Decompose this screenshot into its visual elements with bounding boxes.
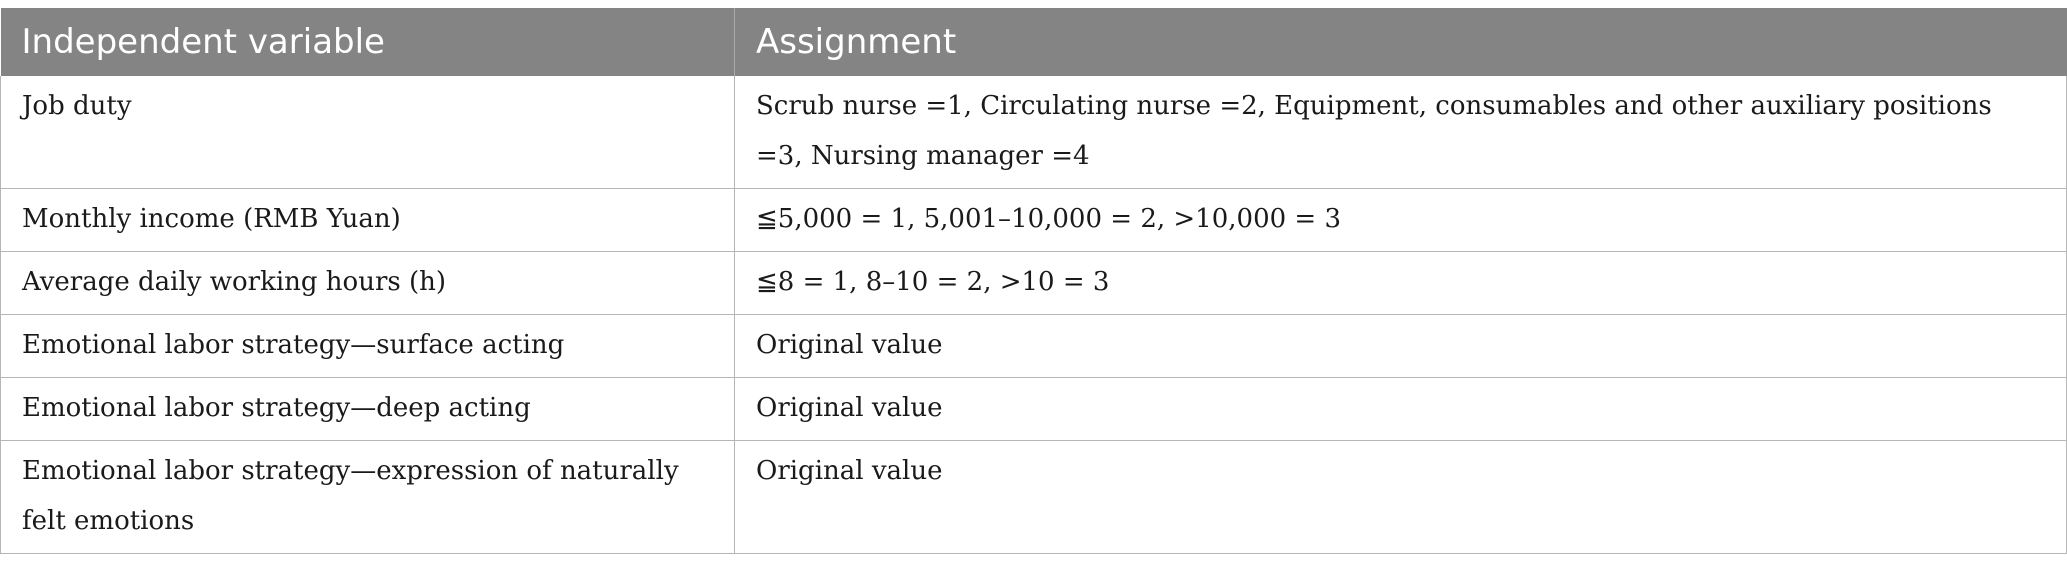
- table-row: [1, 252, 2067, 315]
- table-row: [1, 189, 2067, 252]
- table-row: [1, 76, 2067, 189]
- cell-variable: Emotional labor strategy—expression of naturally felt emotions: [1, 441, 735, 554]
- cell-assignment: Original value: [735, 441, 2067, 554]
- cell-variable: Emotional labor strategy—deep acting: [1, 378, 735, 441]
- table-row: [1, 378, 2067, 441]
- cell-assignment: Original value: [735, 378, 2067, 441]
- cell-assignment: Original value: [735, 315, 2067, 378]
- cell-assignment: Scrub nurse =1, Circulating nurse =2, Equipment, consumables and other auxiliary positions =3, Nursing manager =4: [735, 76, 2067, 189]
- cell-variable: Job duty: [1, 76, 735, 189]
- table-row: [1, 315, 2067, 378]
- variable-assignment-table: [0, 8, 2067, 554]
- table-row: [1, 441, 2067, 554]
- cell-variable: Average daily working hours (h): [1, 252, 735, 315]
- cell-assignment: ≦8 = 1, 8–10 = 2, >10 = 3: [735, 252, 2067, 315]
- table-body: [1, 76, 2067, 554]
- cell-variable: Emotional labor strategy—surface acting: [1, 315, 735, 378]
- table-header: [1, 8, 2067, 76]
- header-row: [1, 8, 2067, 76]
- table-container: [0, 8, 2066, 554]
- cell-variable: Monthly income (RMB Yuan): [1, 189, 735, 252]
- header-independent-variable: Independent variable: [1, 8, 735, 76]
- cell-assignment: ≦5,000 = 1, 5,001–10,000 = 2, >10,000 = 3: [735, 189, 2067, 252]
- header-assignment: Assignment: [735, 8, 2067, 76]
